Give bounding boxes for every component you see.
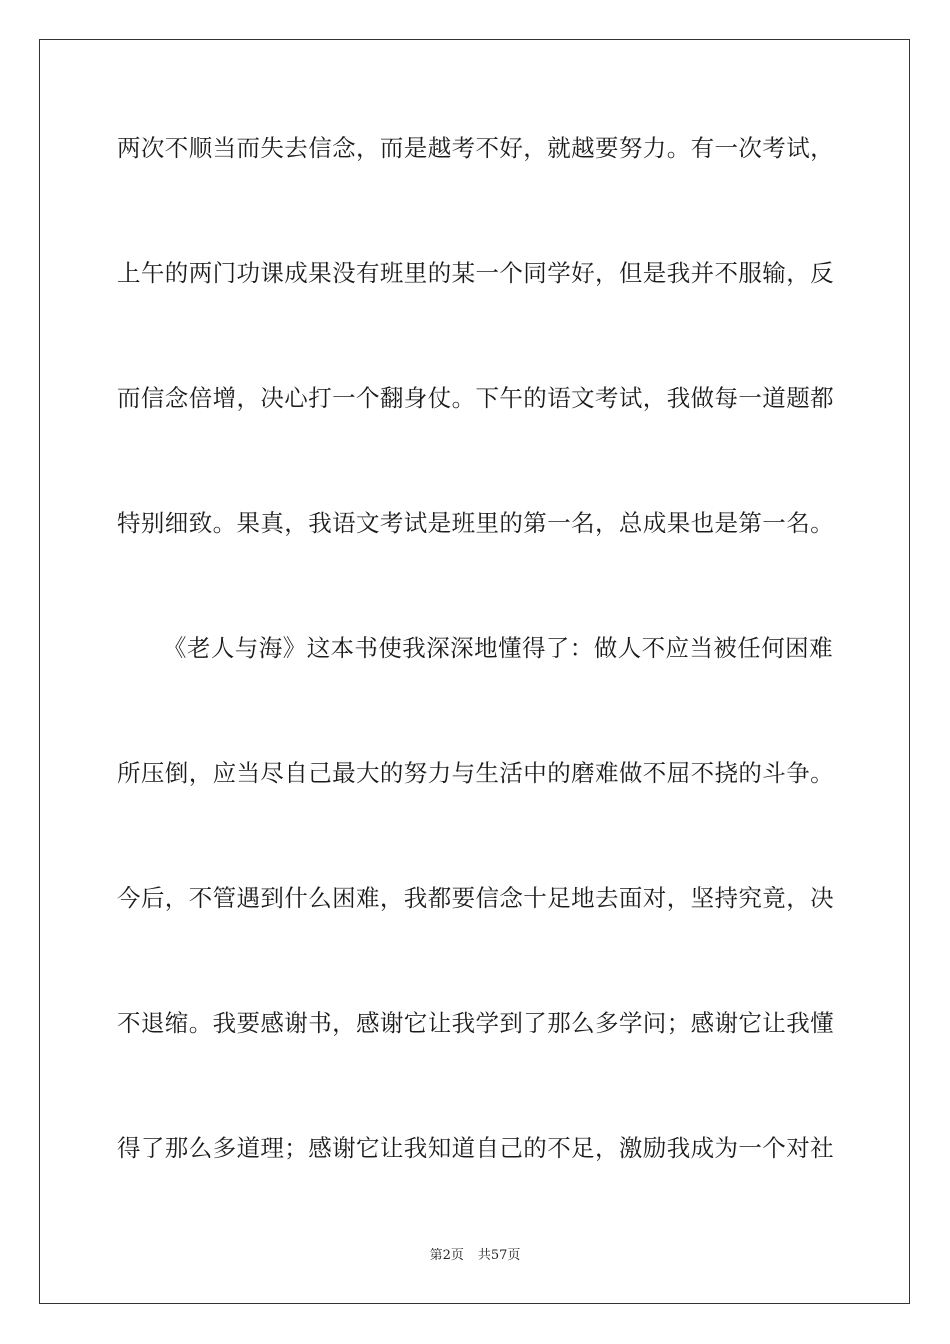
text-line-8: 不退缩。我要感谢书，感谢它让我学到了那么多学问；感谢它让我懂	[117, 1009, 834, 1037]
text-line-6: 所压倒，应当尽自己最大的努力与生活中的磨难做不屈不挠的斗争。	[117, 759, 834, 787]
text-line-3: 而信念倍增，决心打一个翻身仗。下午的语文考试，我做每一道题都	[117, 384, 834, 412]
text-line-9: 得了那么多道理；感谢它让我知道自己的不足，激励我成为一个对社	[117, 1134, 834, 1162]
page-footer	[0, 1246, 950, 1266]
text-line-4: 特别细致。果真，我语文考试是班里的第一名，总成果也是第一名。	[117, 509, 834, 537]
page-number: 第2页	[429, 1248, 464, 1263]
text-line-2: 上午的两门功课成果没有班里的某一个同学好，但是我并不服输，反	[117, 259, 834, 287]
page-total: 共57页	[477, 1248, 521, 1263]
text-line-5: 《老人与海》这本书使我深深地懂得了：做人不应当被任何困难	[163, 634, 833, 662]
text-line-1: 两次不顺当而失去信念，而是越考不好，就越要努力。有一次考试，	[117, 134, 834, 162]
text-line-7: 今后，不管遇到什么困难，我都要信念十足地去面对，坚持究竟，决	[117, 884, 834, 912]
page-border	[39, 39, 910, 1304]
